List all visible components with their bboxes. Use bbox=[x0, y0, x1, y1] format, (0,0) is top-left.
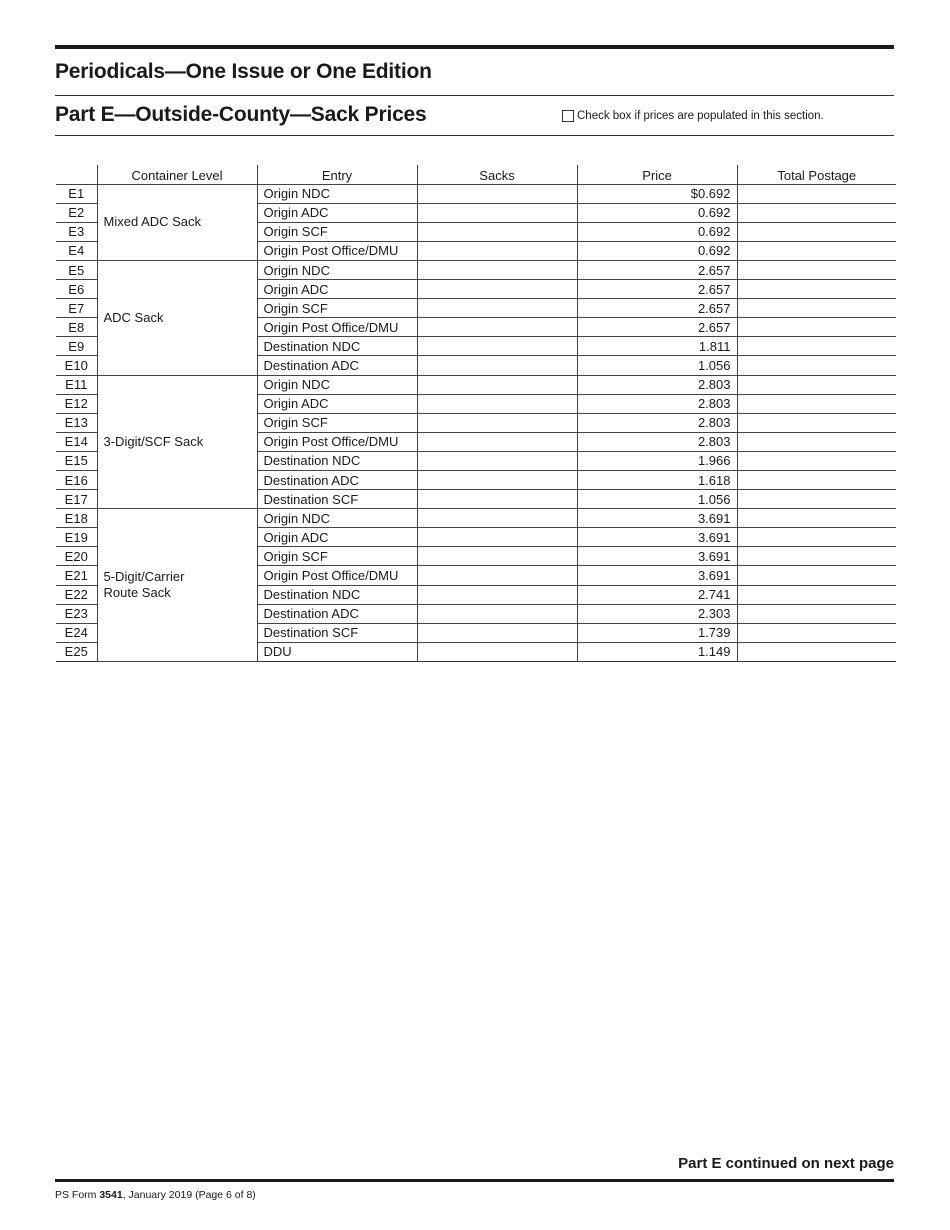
entry-cell: Origin Post Office/DMU bbox=[257, 318, 417, 337]
price-cell: 2.657 bbox=[577, 280, 737, 299]
line-code: E20 bbox=[56, 547, 97, 566]
price-cell: 0.692 bbox=[577, 203, 737, 222]
sacks-input[interactable] bbox=[417, 318, 577, 337]
entry-cell: Origin ADC bbox=[257, 394, 417, 413]
line-code: E22 bbox=[56, 585, 97, 604]
price-cell: 2.657 bbox=[577, 299, 737, 318]
line-code: E18 bbox=[56, 509, 97, 528]
sacks-input[interactable] bbox=[417, 471, 577, 490]
price-cell: 0.692 bbox=[577, 241, 737, 260]
sacks-input[interactable] bbox=[417, 547, 577, 566]
price-cell: 2.657 bbox=[577, 260, 737, 279]
price-cell: 3.691 bbox=[577, 528, 737, 547]
sacks-input[interactable] bbox=[417, 203, 577, 222]
price-cell: 3.691 bbox=[577, 509, 737, 528]
line-code: E2 bbox=[56, 203, 97, 222]
line-code: E19 bbox=[56, 528, 97, 547]
sacks-input[interactable] bbox=[417, 490, 577, 509]
line-code: E8 bbox=[56, 318, 97, 337]
line-code: E15 bbox=[56, 451, 97, 470]
section-divider bbox=[55, 135, 894, 136]
sacks-input[interactable] bbox=[417, 509, 577, 528]
sacks-input[interactable] bbox=[417, 337, 577, 356]
entry-cell: Origin ADC bbox=[257, 528, 417, 547]
price-cell: 0.692 bbox=[577, 222, 737, 241]
container-level-cell: 3-Digit/SCF Sack bbox=[97, 375, 257, 509]
sacks-input[interactable] bbox=[417, 528, 577, 547]
entry-cell: Origin NDC bbox=[257, 375, 417, 394]
total-postage-input[interactable] bbox=[737, 604, 896, 623]
footer-prefix: PS Form bbox=[55, 1189, 100, 1201]
price-cell: 2.803 bbox=[577, 413, 737, 432]
line-code: E25 bbox=[56, 642, 97, 661]
price-cell: 2.803 bbox=[577, 375, 737, 394]
entry-cell: Origin SCF bbox=[257, 222, 417, 241]
line-code: E16 bbox=[56, 471, 97, 490]
sacks-input[interactable] bbox=[417, 260, 577, 279]
line-code: E24 bbox=[56, 623, 97, 642]
price-cell: 2.741 bbox=[577, 585, 737, 604]
total-postage-input[interactable] bbox=[737, 490, 896, 509]
total-postage-input[interactable] bbox=[737, 528, 896, 547]
price-cell: 2.803 bbox=[577, 394, 737, 413]
col-container-level: Container Level bbox=[97, 165, 257, 184]
total-postage-input[interactable] bbox=[737, 222, 896, 241]
total-postage-input[interactable] bbox=[737, 280, 896, 299]
entry-cell: Origin ADC bbox=[257, 280, 417, 299]
price-cell: 1.149 bbox=[577, 642, 737, 661]
top-rule bbox=[55, 45, 894, 49]
total-postage-input[interactable] bbox=[737, 566, 896, 585]
total-postage-input[interactable] bbox=[737, 375, 896, 394]
line-code: E4 bbox=[56, 241, 97, 260]
entry-cell: Origin Post Office/DMU bbox=[257, 241, 417, 260]
price-cell: 2.303 bbox=[577, 604, 737, 623]
table-row bbox=[56, 184, 896, 203]
sacks-input[interactable] bbox=[417, 451, 577, 470]
sack-table-body bbox=[56, 184, 896, 661]
total-postage-input[interactable] bbox=[737, 413, 896, 432]
sacks-input[interactable] bbox=[417, 241, 577, 260]
sacks-input[interactable] bbox=[417, 623, 577, 642]
total-postage-input[interactable] bbox=[737, 241, 896, 260]
line-code: E1 bbox=[56, 184, 97, 203]
line-code: E10 bbox=[56, 356, 97, 375]
entry-cell: Destination ADC bbox=[257, 356, 417, 375]
sacks-input[interactable] bbox=[417, 642, 577, 661]
price-cell: 1.056 bbox=[577, 490, 737, 509]
table-row bbox=[56, 509, 896, 528]
sacks-input[interactable] bbox=[417, 356, 577, 375]
prices-populated-checkbox[interactable] bbox=[562, 110, 574, 122]
container-level-cell: 5-Digit/Carrier Route Sack bbox=[97, 509, 257, 662]
total-postage-input[interactable] bbox=[737, 260, 896, 279]
total-postage-input[interactable] bbox=[737, 471, 896, 490]
total-postage-input[interactable] bbox=[737, 203, 896, 222]
col-price: Price bbox=[577, 165, 737, 184]
line-code: E13 bbox=[56, 413, 97, 432]
total-postage-input[interactable] bbox=[737, 299, 896, 318]
continued-note: Part E continued on next page bbox=[678, 1155, 894, 1172]
line-code: E11 bbox=[56, 375, 97, 394]
total-postage-input[interactable] bbox=[737, 585, 896, 604]
entry-cell: Destination SCF bbox=[257, 623, 417, 642]
entry-cell: Origin SCF bbox=[257, 413, 417, 432]
sacks-input[interactable] bbox=[417, 432, 577, 451]
container-level-cell: Mixed ADC Sack bbox=[97, 184, 257, 260]
line-code: E17 bbox=[56, 490, 97, 509]
sacks-input[interactable] bbox=[417, 604, 577, 623]
price-cell: 1.056 bbox=[577, 356, 737, 375]
price-cell: $0.692 bbox=[577, 184, 737, 203]
price-cell: 3.691 bbox=[577, 547, 737, 566]
table-row bbox=[56, 375, 896, 394]
entry-cell: Destination ADC bbox=[257, 471, 417, 490]
col-total-postage: Total Postage bbox=[737, 165, 896, 184]
price-cell: 2.657 bbox=[577, 318, 737, 337]
prices-populated-checkbox-group[interactable] bbox=[562, 110, 824, 122]
total-postage-input[interactable] bbox=[737, 318, 896, 337]
sacks-input[interactable] bbox=[417, 375, 577, 394]
bottom-rule bbox=[55, 1179, 894, 1182]
col-sacks: Sacks bbox=[417, 165, 577, 184]
entry-cell: Destination SCF bbox=[257, 490, 417, 509]
total-postage-input[interactable] bbox=[737, 184, 896, 203]
price-cell: 2.803 bbox=[577, 432, 737, 451]
footer-suffix: , January 2019 (Page 6 of 8) bbox=[122, 1189, 256, 1201]
entry-cell: Origin NDC bbox=[257, 260, 417, 279]
line-code-header bbox=[56, 165, 97, 184]
line-code: E6 bbox=[56, 280, 97, 299]
sacks-input[interactable] bbox=[417, 566, 577, 585]
entry-cell: Origin SCF bbox=[257, 299, 417, 318]
form-footer bbox=[55, 1189, 256, 1201]
entry-cell: Origin Post Office/DMU bbox=[257, 566, 417, 585]
entry-cell: DDU bbox=[257, 642, 417, 661]
entry-cell: Origin NDC bbox=[257, 509, 417, 528]
line-code: E12 bbox=[56, 394, 97, 413]
sacks-input[interactable] bbox=[417, 394, 577, 413]
prices-populated-checkbox-label: Check box if prices are populated in this section. bbox=[577, 110, 824, 122]
line-code: E7 bbox=[56, 299, 97, 318]
table-row bbox=[56, 260, 896, 279]
line-code: E14 bbox=[56, 432, 97, 451]
sack-prices-table bbox=[56, 165, 896, 662]
total-postage-input[interactable] bbox=[737, 642, 896, 661]
total-postage-input[interactable] bbox=[737, 356, 896, 375]
sacks-input[interactable] bbox=[417, 585, 577, 604]
price-cell: 1.739 bbox=[577, 623, 737, 642]
entry-cell: Destination ADC bbox=[257, 604, 417, 623]
price-cell: 3.691 bbox=[577, 566, 737, 585]
price-cell: 1.618 bbox=[577, 471, 737, 490]
price-cell: 1.966 bbox=[577, 451, 737, 470]
total-postage-input[interactable] bbox=[737, 432, 896, 451]
sacks-input[interactable] bbox=[417, 280, 577, 299]
footer-form-number: 3541 bbox=[99, 1189, 123, 1201]
line-code: E5 bbox=[56, 260, 97, 279]
total-postage-input[interactable] bbox=[737, 509, 896, 528]
entry-cell: Destination NDC bbox=[257, 451, 417, 470]
total-postage-input[interactable] bbox=[737, 337, 896, 356]
price-cell: 1.811 bbox=[577, 337, 737, 356]
line-code: E3 bbox=[56, 222, 97, 241]
form-title: Periodicals—One Issue or One Edition bbox=[55, 60, 432, 83]
entry-cell: Origin NDC bbox=[257, 184, 417, 203]
sacks-input[interactable] bbox=[417, 184, 577, 203]
entry-cell: Destination NDC bbox=[257, 585, 417, 604]
line-code: E21 bbox=[56, 566, 97, 585]
sacks-input[interactable] bbox=[417, 222, 577, 241]
line-code: E23 bbox=[56, 604, 97, 623]
total-postage-input[interactable] bbox=[737, 623, 896, 642]
total-postage-input[interactable] bbox=[737, 394, 896, 413]
section-title: Part E—Outside-County—Sack Prices bbox=[55, 103, 427, 126]
total-postage-input[interactable] bbox=[737, 451, 896, 470]
sacks-input[interactable] bbox=[417, 413, 577, 432]
line-code: E9 bbox=[56, 337, 97, 356]
entry-cell: Origin SCF bbox=[257, 547, 417, 566]
container-level-cell: ADC Sack bbox=[97, 260, 257, 375]
sacks-input[interactable] bbox=[417, 299, 577, 318]
col-entry: Entry bbox=[257, 165, 417, 184]
entry-cell: Origin ADC bbox=[257, 203, 417, 222]
entry-cell: Destination NDC bbox=[257, 337, 417, 356]
title-divider bbox=[55, 95, 894, 96]
entry-cell: Origin Post Office/DMU bbox=[257, 432, 417, 451]
total-postage-input[interactable] bbox=[737, 547, 896, 566]
